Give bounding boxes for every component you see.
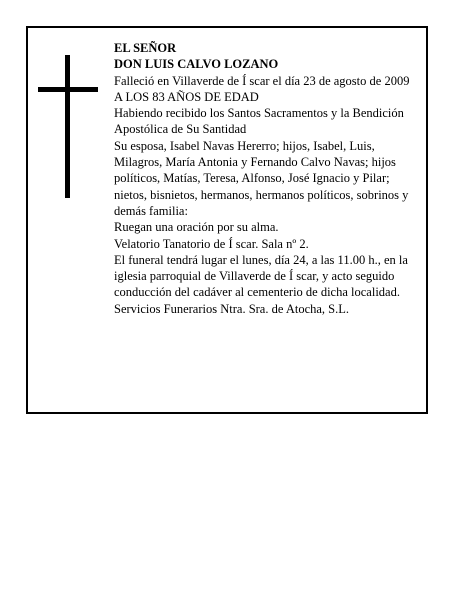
family-list: Su esposa, Isabel Navas Hererro; hijos, Isabel, Luis, Milagros, María Antonia y Fernando Calvo Navas; hijos políticos, Matías, Teresa, Alfonso, José Ignacio y Pilar; nietos, bisnietos, hermanos, hermanos políticos, sobrinos y demás familia:: [114, 138, 409, 218]
funeral-services: Servicios Funerarios Ntra. Sra. de Atocha, S.L.: [114, 301, 350, 316]
prayer-request: Ruegan una oración por su alma.: [114, 220, 279, 235]
sacraments-line: Habiendo recibido los Santos Sacramentos y la Bendición Apostólica de Su Santidad: [114, 106, 404, 137]
cross-vertical-bar: [65, 55, 70, 198]
age-line: A LOS 83 AÑOS DE EDAD: [114, 89, 259, 104]
wake-info: Velatorio Tanatorio de Í scar. Sala nº 2.: [114, 236, 309, 251]
funeral-info: El funeral tendrá lugar el lunes, día 24, a las 11.00 h., en la iglesia parroquial de Villaverde de Í scar, y acto seguido conducción del cadáver al cementerio de dicha localidad.: [114, 252, 408, 300]
cross-horizontal-bar: [38, 87, 98, 92]
notice-text: [114, 40, 419, 317]
heading-title: EL SEÑOR: [114, 41, 177, 55]
deceased-name: DON LUIS CALVO LOZANO: [114, 57, 279, 72]
obituary-notice: [26, 26, 428, 414]
death-info: Falleció en Villaverde de Í scar el día 23 de agosto de 2009: [114, 73, 410, 88]
cross-icon: [38, 55, 98, 198]
